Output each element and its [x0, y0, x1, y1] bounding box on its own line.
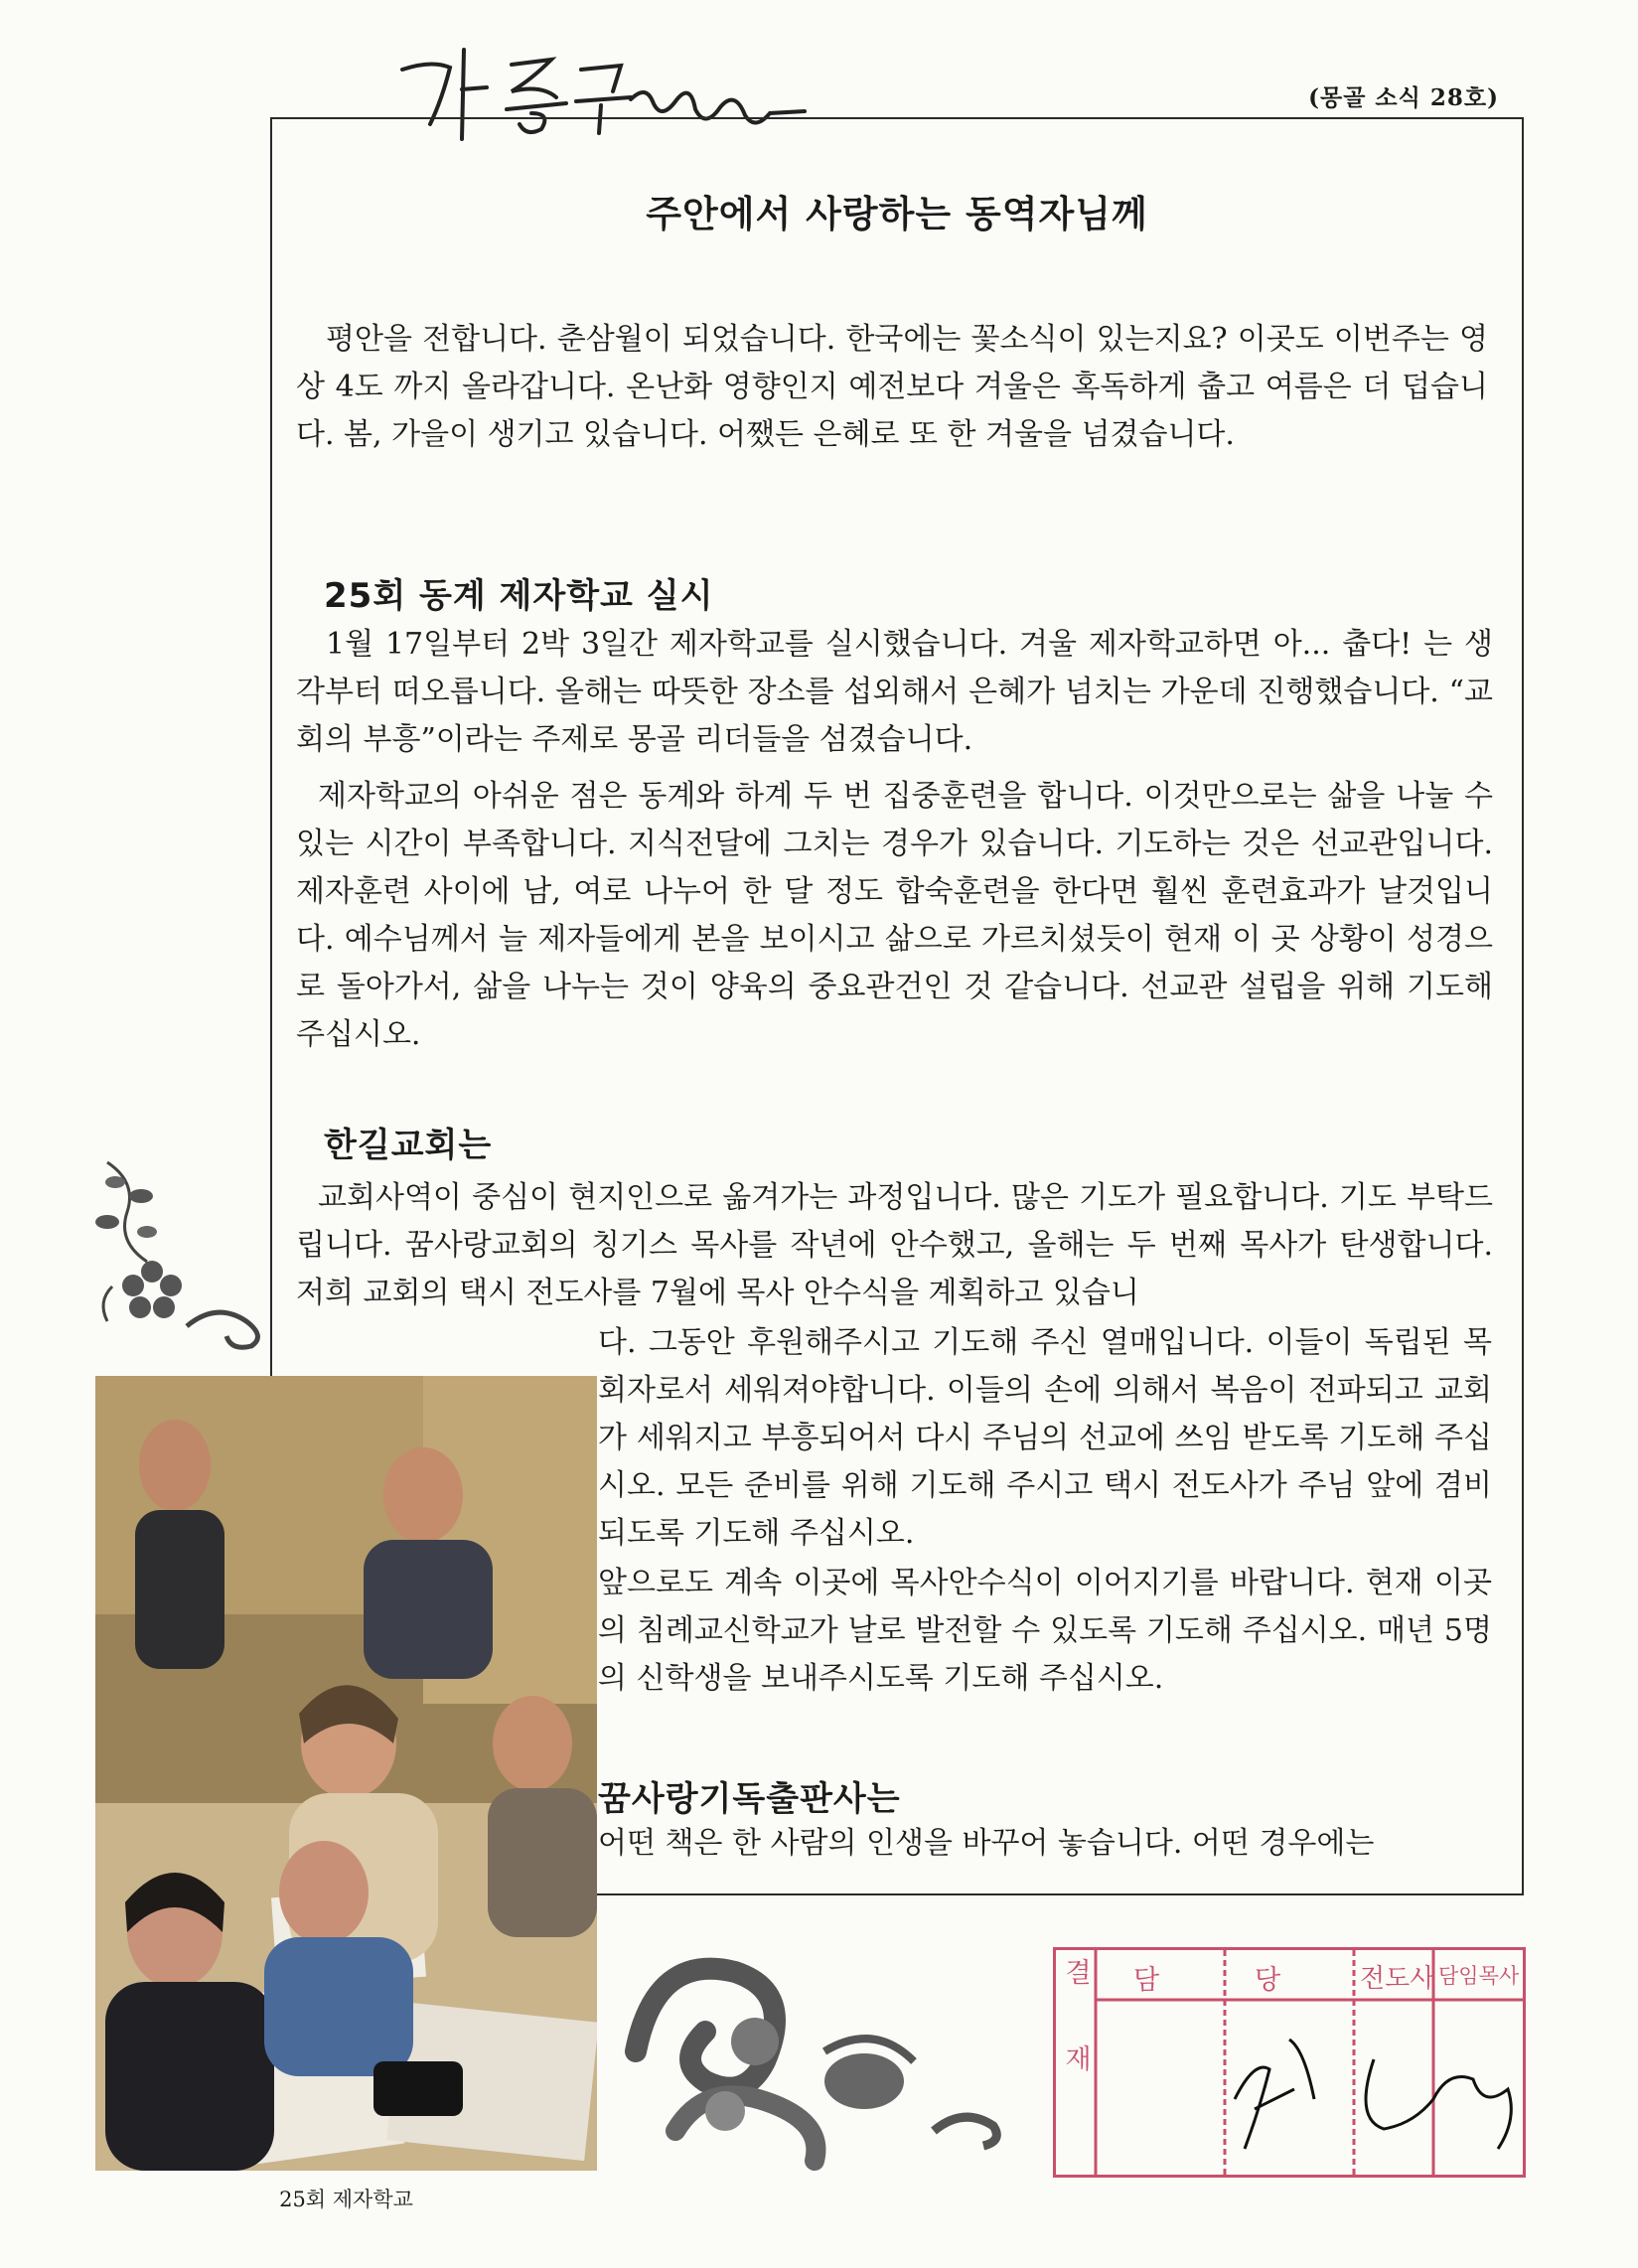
stamp-column: 담임목사: [1438, 1964, 1520, 1988]
section-paragraph: 다. 그동안 후원해주시고 기도해 주신 열매입니다. 이들이 독립된 목회자로서 세워져야합니다. 이들의 손에 의해서 복음이 전파되고 교회가 세워지고 부흥되어서 다시 주님의 선교에 쓰임 받도록 기도해 주십시오. 모든 준비를 위해 기도해 주시고 택시 전도사가 주님 앞에 겸비되도록 기도해 주십시오.: [598, 1325, 1492, 1551]
section-heading-hangil-church: 한길교회는: [324, 1126, 493, 1165]
approval-stamp: [1053, 1947, 1526, 2178]
stamp-row-label: 결재: [1060, 1958, 1091, 2131]
section-paragraph: 1월 17일부터 2박 3일간 제자학교를 실시했습니다. 겨울 제자학교하면 아... 춥다! 는 생각부터 떠오릅니다. 올해는 따뜻한 장소를 섭외해서 은혜가 넘치는 가운데 진행했습니다. “교회의 부흥”이라는 주제로 몽골 리더들을 섬겼습니다.: [296, 627, 1493, 757]
stamp-column: 담: [1133, 1965, 1160, 1996]
photo-caption: 25회 제자학교: [279, 2188, 413, 2211]
section-heading-publishing: 꿈사랑기독출판사는: [598, 1779, 901, 1819]
floral-ornament-icon: [77, 1152, 276, 1351]
section-paragraph: 교회사역이 중심이 현지인으로 옮겨가는 과정입니다. 많은 기도가 필요합니다. 기도 부탁드립니다. 꿈사랑교회의 칭기스 목사를 작년에 안수했고, 올해는 두 번째 목사가 탄생합니다. 저희 교회의 택시 전도사를 7월에 목사 안수식을 계획하고 있습니: [296, 1180, 1493, 1310]
section-paragraph: 어떤 책은 한 사람의 인생을 바꾸어 놓습니다. 어떤 경우에는: [598, 1826, 1375, 1861]
letter-title: 주안에서 사랑하는 동역자님께: [646, 193, 1148, 235]
issue-label: (몽골 소식 28호): [1308, 84, 1499, 111]
discipleship-school-photo: [95, 1376, 597, 2171]
section-paragraph: 제자학교의 아쉬운 점은 동계와 하계 두 번 집중훈련을 합니다. 이것만으로는 삶을 나눌 수 있는 시간이 부족합니다. 지식전달에 그치는 경우가 있습니다. 기도하는 것은 선교관입니다. 제자훈련 사이에 남, 여로 나누어 한 달 정도 합숙훈련을 한다면 훨씬 훈련효과가 날것입니다. 예수님께서 늘 제자들에게 본을 보이시고 삶으로 가르치셨듯이 현재 이 곳 상황이 성경으로 돌아가서, 삶을 나누는 것이 양육의 중요관건인 것 같습니다. 선교관 설립을 위해 기도해 주십시오.: [296, 779, 1493, 1052]
section-paragraph: 앞으로도 계속 이곳에 목사안수식이 이어지기를 바랍니다. 현재 이곳의 침례교신학교가 날로 발전할 수 있도록 기도해 주십시오. 매년 5명의 신학생을 보내주시도록 기도해 주십시오.: [598, 1566, 1492, 1696]
section-heading-discipleship-school: 25회 동계 제자학교 실시: [324, 576, 714, 616]
intro-paragraph: 평안을 전합니다. 춘삼월이 되었습니다. 한국에는 꽃소식이 있는지요? 이곳도 이번주는 영상 4도 까지 올라갑니다. 온난화 영향인지 예전보다 겨울은 혹독하게 춥고 여름은 더 덥습니다. 봄, 가을이 생기고 있습니다. 어쨌든 은혜로 또 한 겨울을 넘겼습니다.: [296, 322, 1488, 452]
stamp-column: 당: [1255, 1965, 1281, 1996]
floral-ornament-icon: [616, 1932, 1003, 2181]
stamp-column: 전도사: [1360, 1964, 1435, 1994]
